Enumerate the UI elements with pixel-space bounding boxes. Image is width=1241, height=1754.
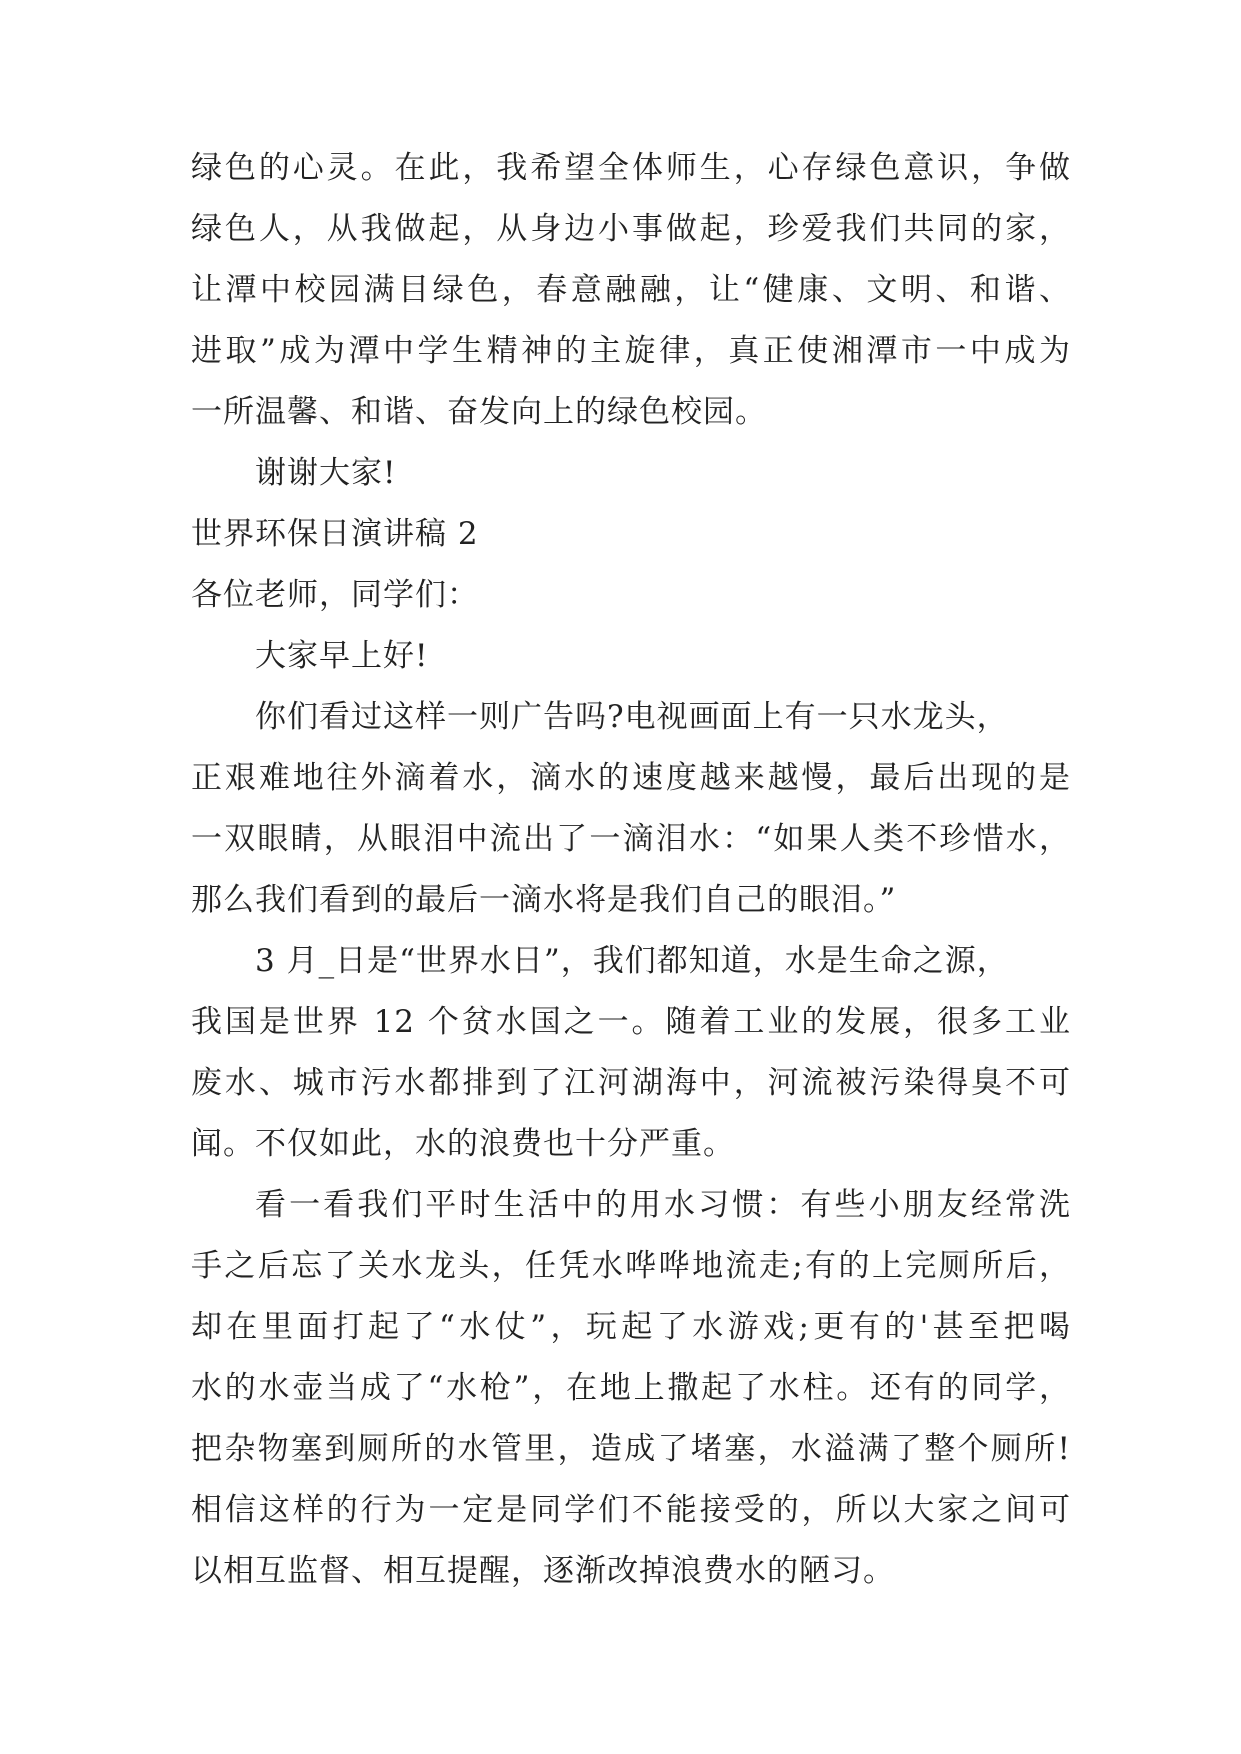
text-line-15: 我国是世界 12 个贫水国之一。随着工业的发展，很多工业 bbox=[191, 1004, 1071, 1040]
text-line-5: 一所温馨、和谐、奋发向上的绿色校园。 bbox=[191, 394, 767, 430]
text-line-1: 绿色的心灵。在此，我希望全体师生，心存绿色意识，争做 bbox=[191, 150, 1071, 186]
text-line-13: 那么我们看到的最后一滴水将是我们自己的眼泪。” bbox=[191, 882, 897, 918]
text-line-16: 废水、城市污水都排到了江河湖海中，河流被污染得臭不可 bbox=[191, 1065, 1071, 1101]
salutation: 各位老师，同学们： bbox=[191, 577, 479, 613]
text-line-17: 闻。不仅如此，水的浪费也十分严重。 bbox=[191, 1126, 735, 1162]
text-line-10: 你们看过这样一则广告吗?电视画面上有一只水龙头， bbox=[255, 699, 1009, 735]
text-line-20: 却在里面打起了“水仗”，玩起了水游戏;更有的'甚至把喝 bbox=[191, 1309, 1071, 1345]
text-line-24: 以相互监督、相互提醒，逐渐改掉浪费水的陋习。 bbox=[191, 1553, 895, 1589]
section-title: 世界环保日演讲稿 2 bbox=[191, 516, 479, 552]
text-line-21: 水的水壶当成了“水枪”，在地上撒起了水柱。还有的同学， bbox=[191, 1370, 1071, 1406]
text-line-23: 相信这样的行为一定是同学们不能接受的，所以大家之间可 bbox=[191, 1492, 1071, 1528]
text-line-4: 进取”成为潭中学生精神的主旋律，真正使湘潭市一中成为 bbox=[191, 333, 1071, 369]
text-line-14: 3 月_日是“世界水日”，我们都知道，水是生命之源， bbox=[255, 943, 1009, 979]
text-line-18: 看一看我们平时生活中的用水习惯：有些小朋友经常洗 bbox=[255, 1187, 1071, 1223]
text-line-19: 手之后忘了关水龙头，任凭水哗哗地流走;有的上完厕所后， bbox=[191, 1248, 1071, 1284]
text-line-22: 把杂物塞到厕所的水管里，造成了堵塞，水溢满了整个厕所! bbox=[191, 1431, 1071, 1467]
text-line-2: 绿色人，从我做起，从身边小事做起，珍爱我们共同的家， bbox=[191, 211, 1071, 247]
text-line-3: 让潭中校园满目绿色，春意融融，让“健康、文明、和谐、 bbox=[191, 272, 1071, 308]
text-line-11: 正艰难地往外滴着水，滴水的速度越来越慢，最后出现的是 bbox=[191, 760, 1071, 796]
greeting: 大家早上好! bbox=[255, 638, 429, 674]
thanks-line: 谢谢大家! bbox=[255, 455, 397, 491]
text-line-12: 一双眼睛，从眼泪中流出了一滴泪水：“如果人类不珍惜水， bbox=[191, 821, 1071, 857]
